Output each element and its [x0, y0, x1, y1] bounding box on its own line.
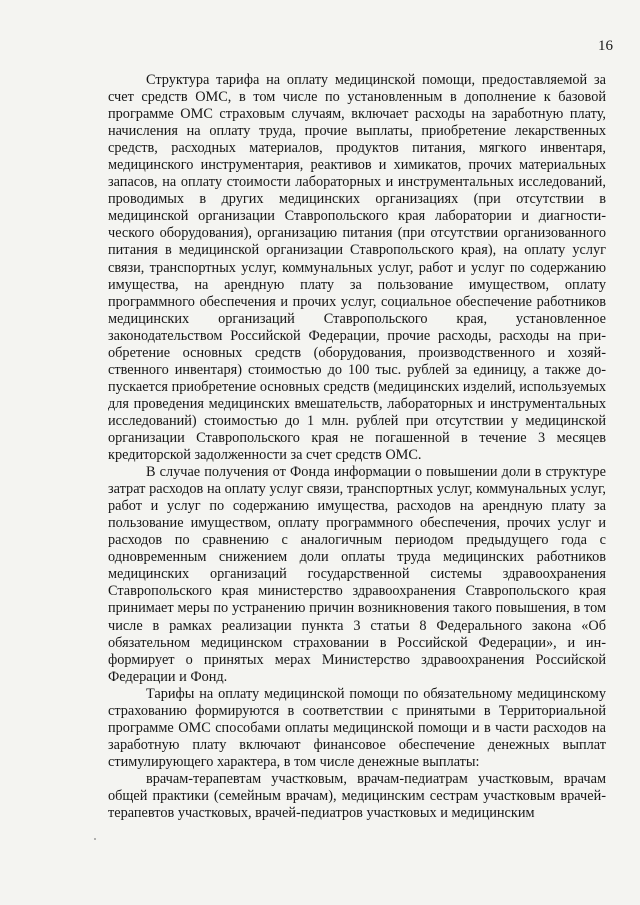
- page-number: 16: [598, 38, 613, 54]
- paragraph-fund-information: В случае получения от Фонда информации о повышении доли в структуре затрат расходов на оплату услуг связи, транспортных услуг, коммунальных услуг, работ и услуг по содержанию имущества, расходов на арендную плату за пользование имуществом, оплату программного обеспечения, прочих услуг и расходов по сравнению с аналогичным периодом предыдущего года с одновременным снижением доли оплаты труда медицинских работников медицинских организаций государственной системы здравоохранения Ставропольского края министерство здравоохранения Ставропольского края принимает меры по устранению причин возникновения такого повышения, в том числе в рамках реализации пункта 3 статьи 8 Федерального закона «Об обязательном медицинском страховании в Российской Федерации», и информирует о принятых мерах Министерство здравоохранения Российской Федерации и Фонд.: [108, 464, 606, 685]
- body-text: [108, 72, 606, 822]
- paragraph-tariff-structure: Структура тарифа на оплату медицинской помощи, предоставляемой за счет средств ОМС, в том числе по установленным в дополнение к базовой программе ОМС страховым случаям, включает расходы на заработную плату, начисления на оплату труда, прочие выплаты, приобретение лекарственных средств, расходных материалов, продуктов питания, мягкого инвентаря, медицинского инструментария, реактивов и химикатов, прочих материальных запасов, на оплату стоимости лабораторных и инструментальных исследований, проводимых в других медицинских организациях (при отсутствии в медицинской организации Ставропольского края лаборатории и диагностического оборудования), организацию питания (при отсутствии организованного питания в медицинской организации Ставропольского края), на оплату услуг связи, транспортных услуг, коммунальных услуг, работ и услуг по содержанию имущества, на арендную плату за пользование имуществом, оплату программного обеспечения и прочих услуг, социальное обеспечение работников медицинских организаций Ставропольского края, установленное законодательством Российской Федерации, прочие расходы, расходы на приобретение основных средств (оборудования, производственного и хозяйственного инвентаря) стоимостью до 100 тыс. рублей за единицу, а также допускается приобретение основных средств (медицинских изделий, используемых для проведения медицинских вмешательств, лабораторных и инструментальных исследований) стоимостью до 1 млн. рублей при отсутствии у медицинской организации Ставропольского края не погашенной в течение 3 месяцев кредиторской задолженности за счет средств ОМС.: [108, 72, 606, 464]
- paragraph-payments-list: врачам-терапевтам участковым, врачам-педиатрам участковым, врачам общей практики (семейным врачам), медицинским сестрам участковым врачей-терапевтов участковых, врачей-педиатров участковых и медицинским: [108, 770, 606, 822]
- scan-speck: [94, 838, 96, 840]
- paragraph-tariffs-formation: Тарифы на оплату медицинской помощи по обязательному медицинскому страхованию формируются в соответствии с принятыми в Территориальной программе ОМС способами оплаты медицинской помощи и в части расходов на заработную плату включают финансовое обеспечение денежных выплат стимулирующего характера, в том числе денежные выплаты:: [108, 685, 606, 770]
